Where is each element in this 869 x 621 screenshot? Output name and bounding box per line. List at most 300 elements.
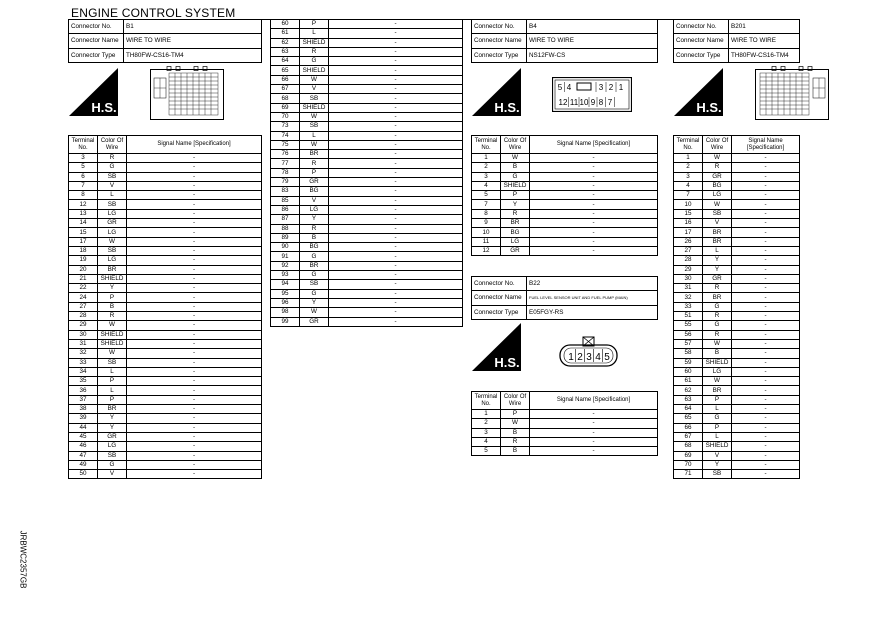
terminal-no-cell: 5 bbox=[69, 163, 98, 172]
table-row bbox=[271, 47, 463, 56]
terminal-no-cell: 46 bbox=[69, 442, 98, 451]
wire-color-cell: L bbox=[300, 29, 329, 38]
table-row bbox=[674, 330, 800, 339]
wire-color-cell: G bbox=[703, 321, 732, 330]
signal-name-cell: - bbox=[329, 317, 463, 326]
wire-color-cell: SB bbox=[98, 358, 127, 367]
terminal-no-cell: 3 bbox=[69, 154, 98, 163]
connector-type-label: Connector Type bbox=[472, 306, 527, 320]
table-row bbox=[674, 312, 800, 321]
document-code: JRBWC2357GB bbox=[18, 530, 28, 589]
table-row bbox=[271, 57, 463, 66]
terminal-no-header: Terminal No. bbox=[674, 136, 703, 154]
signal-name-cell: - bbox=[732, 274, 800, 283]
table-row bbox=[674, 154, 800, 163]
b22-pin-3: 3 bbox=[586, 352, 592, 363]
signal-name-cell: - bbox=[127, 219, 262, 228]
terminal-no-cell: 62 bbox=[674, 386, 703, 395]
table-row bbox=[271, 103, 463, 112]
terminal-no-cell: 47 bbox=[69, 451, 98, 460]
signal-name-cell: - bbox=[127, 423, 262, 432]
wire-color-cell: Y bbox=[703, 256, 732, 265]
terminal-no-cell: 49 bbox=[69, 460, 98, 469]
table-row bbox=[271, 38, 463, 47]
signal-name-cell: - bbox=[530, 437, 658, 446]
table-row bbox=[472, 246, 658, 255]
wire-color-cell: G bbox=[98, 460, 127, 469]
wire-color-cell: B bbox=[300, 233, 329, 242]
signal-name-cell: - bbox=[329, 66, 463, 75]
table-row bbox=[69, 405, 262, 414]
wire-color-cell: GR bbox=[98, 219, 127, 228]
signal-name-cell: - bbox=[732, 200, 800, 209]
signal-name-cell: - bbox=[732, 154, 800, 163]
wire-color-cell: Y bbox=[703, 460, 732, 469]
signal-name-cell: - bbox=[329, 112, 463, 121]
wire-color-cell: R bbox=[703, 330, 732, 339]
b22-pin-2: 2 bbox=[577, 352, 583, 363]
terminal-no-cell: 68 bbox=[271, 94, 300, 103]
signal-name-header: Signal Name [Specification] bbox=[530, 136, 658, 154]
signal-name-cell: - bbox=[329, 298, 463, 307]
signal-name-cell: - bbox=[127, 191, 262, 200]
wire-color-header: Color Of Wire bbox=[501, 392, 530, 410]
terminal-no-cell: 1 bbox=[674, 154, 703, 163]
terminal-no-cell: 32 bbox=[674, 293, 703, 302]
terminal-no-cell: 60 bbox=[271, 20, 300, 29]
terminal-no-cell: 91 bbox=[271, 252, 300, 261]
signal-name-cell: - bbox=[732, 358, 800, 367]
signal-name-cell: - bbox=[530, 246, 658, 255]
terminal-no-cell: 7 bbox=[69, 181, 98, 190]
signal-name-cell: - bbox=[530, 419, 658, 428]
signal-name-cell: - bbox=[329, 224, 463, 233]
table-row bbox=[674, 274, 800, 283]
table-row bbox=[271, 261, 463, 270]
terminal-no-cell: 2 bbox=[472, 163, 501, 172]
signal-name-cell: - bbox=[329, 47, 463, 56]
terminal-no-cell: 56 bbox=[674, 330, 703, 339]
b1-connector-info bbox=[68, 19, 262, 63]
terminal-no-cell: 85 bbox=[271, 196, 300, 205]
svg-text:H.S.: H.S. bbox=[696, 100, 722, 115]
terminal-no-cell: 69 bbox=[271, 103, 300, 112]
b201-connector-type: TH80FW-CS16-TM4 bbox=[729, 49, 800, 63]
signal-name-cell: - bbox=[732, 470, 800, 479]
table-row bbox=[674, 442, 800, 451]
b4-pin-8: 8 bbox=[598, 98, 604, 107]
terminal-no-cell: 76 bbox=[271, 150, 300, 159]
wire-color-cell: L bbox=[98, 386, 127, 395]
terminal-no-header: Terminal No. bbox=[472, 392, 501, 410]
signal-name-cell: - bbox=[530, 191, 658, 200]
terminal-no-cell: 28 bbox=[674, 256, 703, 265]
terminal-no-cell: 96 bbox=[271, 298, 300, 307]
table-row bbox=[69, 163, 262, 172]
terminal-no-cell: 17 bbox=[69, 237, 98, 246]
signal-name-cell: - bbox=[127, 284, 262, 293]
signal-name-cell: - bbox=[329, 168, 463, 177]
signal-name-cell: - bbox=[732, 321, 800, 330]
terminal-no-cell: 20 bbox=[69, 265, 98, 274]
terminal-no-cell: 6 bbox=[69, 172, 98, 181]
wire-color-cell: L bbox=[300, 131, 329, 140]
wire-color-cell: GR bbox=[501, 246, 530, 255]
signal-name-cell: - bbox=[732, 302, 800, 311]
terminal-no-cell: 55 bbox=[674, 321, 703, 330]
b22-connector-info bbox=[471, 276, 658, 320]
table-row bbox=[472, 428, 658, 437]
signal-name-cell: - bbox=[732, 451, 800, 460]
wire-color-header: Color Of Wire bbox=[703, 136, 732, 154]
table-row bbox=[271, 224, 463, 233]
signal-name-cell: - bbox=[127, 470, 262, 479]
hs-label: H.S. bbox=[91, 100, 117, 115]
wire-color-cell: W bbox=[703, 377, 732, 386]
wire-color-cell: SB bbox=[98, 200, 127, 209]
signal-name-cell: - bbox=[732, 349, 800, 358]
wire-color-cell: P bbox=[501, 410, 530, 419]
b4-connector-name: WIRE TO WIRE bbox=[527, 34, 658, 49]
signal-name-header: Signal Name [Specification] bbox=[530, 392, 658, 410]
terminal-no-header: Terminal No. bbox=[472, 136, 501, 154]
signal-name-cell: - bbox=[127, 228, 262, 237]
wire-color-cell: BR bbox=[703, 228, 732, 237]
signal-name-cell: - bbox=[127, 358, 262, 367]
table-row bbox=[271, 215, 463, 224]
terminal-no-cell: 33 bbox=[69, 358, 98, 367]
table-row bbox=[69, 451, 262, 460]
signal-name-cell: - bbox=[329, 289, 463, 298]
signal-name-cell: - bbox=[530, 163, 658, 172]
wire-color-cell: W bbox=[300, 308, 329, 317]
wire-color-cell: G bbox=[300, 252, 329, 261]
table-row bbox=[674, 432, 800, 441]
terminal-no-cell: 94 bbox=[271, 280, 300, 289]
table-row bbox=[271, 112, 463, 121]
wire-color-cell: SB bbox=[300, 122, 329, 131]
terminal-no-cell: 17 bbox=[674, 228, 703, 237]
signal-name-cell: - bbox=[732, 330, 800, 339]
signal-name-cell: - bbox=[127, 256, 262, 265]
terminal-no-cell: 70 bbox=[674, 460, 703, 469]
table-row bbox=[69, 172, 262, 181]
wire-color-cell: G bbox=[300, 57, 329, 66]
b22-terminal-table bbox=[471, 391, 658, 456]
table-row bbox=[69, 423, 262, 432]
table-row bbox=[69, 237, 262, 246]
table-row bbox=[69, 367, 262, 376]
wire-color-cell: Y bbox=[300, 298, 329, 307]
wire-color-cell: R bbox=[98, 312, 127, 321]
table-row bbox=[69, 256, 262, 265]
table-row bbox=[69, 460, 262, 469]
table-row bbox=[472, 191, 658, 200]
b4-connector-info bbox=[471, 19, 658, 63]
wire-color-cell: R bbox=[300, 159, 329, 168]
signal-name-cell: - bbox=[127, 274, 262, 283]
terminal-no-cell: 1 bbox=[472, 410, 501, 419]
signal-name-cell: - bbox=[127, 154, 262, 163]
b4-pin-3: 3 bbox=[598, 83, 604, 92]
wire-color-cell: B bbox=[501, 163, 530, 172]
signal-name-cell: - bbox=[732, 405, 800, 414]
table-row bbox=[472, 419, 658, 428]
wire-color-cell: G bbox=[300, 289, 329, 298]
wire-color-cell: P bbox=[703, 395, 732, 404]
table-row bbox=[69, 154, 262, 163]
wire-color-cell: BG bbox=[300, 243, 329, 252]
wire-color-cell: W bbox=[501, 154, 530, 163]
terminal-no-cell: 36 bbox=[69, 386, 98, 395]
wire-color-cell: SB bbox=[300, 280, 329, 289]
terminal-no-cell: 14 bbox=[69, 219, 98, 228]
terminal-no-cell: 3 bbox=[472, 172, 501, 181]
wire-color-cell: W bbox=[300, 140, 329, 149]
wire-color-cell: SHIELD bbox=[501, 181, 530, 190]
wire-color-cell: SHIELD bbox=[300, 103, 329, 112]
signal-name-cell: - bbox=[732, 460, 800, 469]
table-row bbox=[674, 293, 800, 302]
terminal-no-cell: 16 bbox=[674, 219, 703, 228]
terminal-no-cell: 12 bbox=[69, 200, 98, 209]
terminal-no-cell: 30 bbox=[69, 330, 98, 339]
table-row bbox=[472, 219, 658, 228]
b4-pin-1: 1 bbox=[618, 83, 624, 92]
terminal-no-cell: 89 bbox=[271, 233, 300, 242]
terminal-no-cell: 39 bbox=[69, 414, 98, 423]
signal-name-cell: - bbox=[127, 209, 262, 218]
signal-name-cell: - bbox=[127, 181, 262, 190]
signal-name-cell: - bbox=[127, 451, 262, 460]
wire-color-cell: Y bbox=[98, 284, 127, 293]
signal-name-cell: - bbox=[127, 405, 262, 414]
signal-name-cell: - bbox=[732, 284, 800, 293]
signal-name-cell: - bbox=[732, 367, 800, 376]
wire-color-cell: V bbox=[703, 451, 732, 460]
table-row bbox=[674, 339, 800, 348]
signal-name-cell: - bbox=[530, 209, 658, 218]
terminal-no-cell: 18 bbox=[69, 246, 98, 255]
signal-name-cell: - bbox=[329, 159, 463, 168]
b201-connector-face-diagram bbox=[755, 66, 829, 121]
table-row bbox=[674, 246, 800, 255]
terminal-no-cell: 27 bbox=[69, 302, 98, 311]
table-row bbox=[674, 414, 800, 423]
signal-name-cell: - bbox=[127, 377, 262, 386]
wire-color-cell: V bbox=[98, 470, 127, 479]
terminal-no-cell: 87 bbox=[271, 215, 300, 224]
table-row bbox=[271, 187, 463, 196]
signal-name-cell: - bbox=[530, 228, 658, 237]
b22-connector-type: E05FGY-RS bbox=[527, 306, 658, 320]
signal-name-cell: - bbox=[732, 209, 800, 218]
table-row bbox=[271, 252, 463, 261]
wire-color-cell: SB bbox=[703, 470, 732, 479]
b22-pin-1: 1 bbox=[568, 352, 574, 363]
wire-color-cell: L bbox=[703, 405, 732, 414]
terminal-no-cell: 8 bbox=[472, 209, 501, 218]
table-row bbox=[472, 237, 658, 246]
signal-name-cell: - bbox=[127, 172, 262, 181]
terminal-no-cell: 79 bbox=[271, 178, 300, 187]
connector-type-label: Connector Type bbox=[674, 49, 729, 63]
signal-name-cell: - bbox=[329, 75, 463, 84]
wire-color-cell: R bbox=[300, 47, 329, 56]
terminal-no-cell: 10 bbox=[674, 200, 703, 209]
wire-color-cell: V bbox=[98, 181, 127, 190]
terminal-no-cell: 99 bbox=[271, 317, 300, 326]
wire-color-cell: SB bbox=[98, 172, 127, 181]
table-row bbox=[69, 246, 262, 255]
page-title: ENGINE CONTROL SYSTEM bbox=[71, 6, 236, 20]
signal-name-cell: - bbox=[732, 339, 800, 348]
terminal-no-cell: 38 bbox=[69, 405, 98, 414]
terminal-no-cell: 98 bbox=[271, 308, 300, 317]
wire-color-cell: GR bbox=[703, 274, 732, 283]
terminal-no-cell: 59 bbox=[674, 358, 703, 367]
wire-color-cell: P bbox=[300, 168, 329, 177]
terminal-no-cell: 2 bbox=[674, 163, 703, 172]
terminal-no-cell: 10 bbox=[472, 228, 501, 237]
b201-terminal-table bbox=[673, 135, 800, 479]
signal-name-cell: - bbox=[127, 367, 262, 376]
table-row bbox=[674, 349, 800, 358]
signal-name-cell: - bbox=[127, 200, 262, 209]
wire-color-cell: R bbox=[703, 163, 732, 172]
terminal-no-cell: 37 bbox=[69, 395, 98, 404]
wire-color-cell: SHIELD bbox=[703, 358, 732, 367]
table-row bbox=[271, 29, 463, 38]
wire-color-cell: B bbox=[501, 447, 530, 456]
table-row bbox=[69, 432, 262, 441]
b4-pin-10: 10 bbox=[579, 98, 589, 107]
terminal-no-cell: 86 bbox=[271, 205, 300, 214]
signal-name-cell: - bbox=[127, 293, 262, 302]
wire-color-cell: P bbox=[501, 191, 530, 200]
table-row bbox=[69, 386, 262, 395]
b22-connector-face-diagram bbox=[558, 336, 620, 368]
signal-name-cell: - bbox=[732, 246, 800, 255]
table-row bbox=[472, 181, 658, 190]
table-row bbox=[271, 196, 463, 205]
signal-name-cell: - bbox=[732, 293, 800, 302]
wire-color-cell: Y bbox=[98, 414, 127, 423]
table-row bbox=[271, 298, 463, 307]
b1-terminal-table bbox=[68, 135, 262, 479]
signal-name-cell: - bbox=[127, 302, 262, 311]
b22-connector-no: B22 bbox=[527, 277, 658, 291]
b201-connector-no: B201 bbox=[729, 20, 800, 34]
terminal-no-cell: 58 bbox=[674, 349, 703, 358]
wire-color-cell: SHIELD bbox=[98, 274, 127, 283]
wire-color-cell: W bbox=[300, 112, 329, 121]
table-row bbox=[674, 256, 800, 265]
terminal-no-cell: 77 bbox=[271, 159, 300, 168]
signal-name-cell: - bbox=[329, 131, 463, 140]
signal-name-cell: - bbox=[127, 330, 262, 339]
signal-name-cell: - bbox=[329, 308, 463, 317]
wire-color-cell: B bbox=[98, 302, 127, 311]
signal-name-cell: - bbox=[127, 265, 262, 274]
connector-type-label: Connector Type bbox=[472, 49, 527, 63]
wire-color-cell: L bbox=[98, 191, 127, 200]
terminal-no-cell: 64 bbox=[271, 57, 300, 66]
table-row bbox=[69, 349, 262, 358]
terminal-no-cell: 22 bbox=[69, 284, 98, 293]
wire-color-cell: R bbox=[501, 209, 530, 218]
signal-name-cell: - bbox=[732, 442, 800, 451]
table-row bbox=[674, 367, 800, 376]
signal-name-cell: - bbox=[329, 122, 463, 131]
signal-name-cell: - bbox=[329, 196, 463, 205]
table-row bbox=[271, 66, 463, 75]
table-row bbox=[69, 358, 262, 367]
wire-color-cell: GR bbox=[300, 317, 329, 326]
wire-color-cell: P bbox=[98, 395, 127, 404]
wire-color-cell: P bbox=[98, 293, 127, 302]
table-row bbox=[674, 181, 800, 190]
terminal-no-cell: 67 bbox=[674, 432, 703, 441]
table-row bbox=[674, 377, 800, 386]
terminal-no-cell: 61 bbox=[674, 377, 703, 386]
table-row bbox=[674, 265, 800, 274]
signal-name-cell: - bbox=[329, 252, 463, 261]
wire-color-cell: BR bbox=[703, 237, 732, 246]
connector-type-label: Connector Type bbox=[69, 49, 124, 63]
wire-color-cell: G bbox=[703, 414, 732, 423]
table-row bbox=[271, 159, 463, 168]
b201-connector-name: WIRE TO WIRE bbox=[729, 34, 800, 49]
table-row bbox=[674, 219, 800, 228]
terminal-no-cell: 15 bbox=[69, 228, 98, 237]
signal-name-cell: - bbox=[127, 312, 262, 321]
table-row bbox=[674, 451, 800, 460]
terminal-no-cell: 92 bbox=[271, 261, 300, 270]
table-row bbox=[674, 358, 800, 367]
signal-name-cell: - bbox=[732, 432, 800, 441]
b22-pin-5: 5 bbox=[604, 352, 610, 363]
terminal-no-cell: 88 bbox=[271, 224, 300, 233]
table-row bbox=[69, 284, 262, 293]
table-row bbox=[271, 122, 463, 131]
connector-name-label: Connector Name bbox=[472, 34, 527, 49]
table-row bbox=[69, 395, 262, 404]
terminal-no-cell: 90 bbox=[271, 243, 300, 252]
signal-name-cell: - bbox=[732, 265, 800, 274]
table-row bbox=[69, 470, 262, 479]
terminal-no-cell: 51 bbox=[674, 312, 703, 321]
table-row bbox=[674, 405, 800, 414]
b201-connector-info bbox=[673, 19, 800, 63]
wire-color-cell: LG bbox=[98, 256, 127, 265]
table-row bbox=[69, 312, 262, 321]
table-row bbox=[674, 200, 800, 209]
terminal-no-cell: 65 bbox=[674, 414, 703, 423]
wire-color-cell: W bbox=[501, 419, 530, 428]
wire-color-cell: L bbox=[703, 432, 732, 441]
terminal-no-cell: 28 bbox=[69, 312, 98, 321]
terminal-no-cell: 12 bbox=[472, 246, 501, 255]
table-row bbox=[472, 163, 658, 172]
b1-connector-face-diagram bbox=[150, 66, 224, 121]
table-row bbox=[271, 289, 463, 298]
b1-connector-name: WIRE TO WIRE bbox=[124, 34, 262, 49]
signal-name-cell: - bbox=[530, 181, 658, 190]
wire-color-cell: Y bbox=[300, 215, 329, 224]
table-row bbox=[472, 437, 658, 446]
signal-name-header: Signal Name [Specification] bbox=[127, 136, 262, 154]
